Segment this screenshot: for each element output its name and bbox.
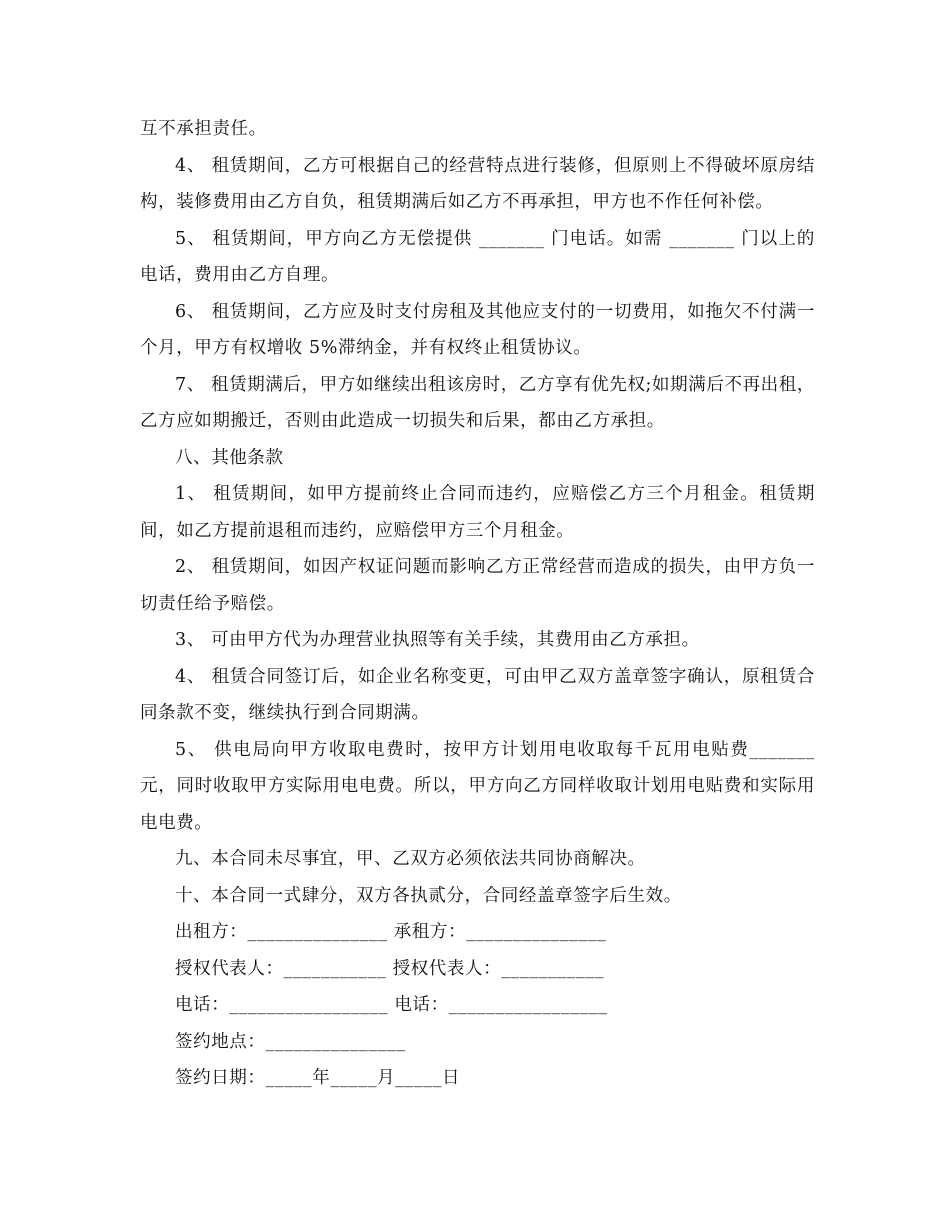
clause-8-4-name-change: 4、 租赁合同签订后，如企业名称变更，可由甲乙双方盖章签字确认，原租赁合同条款不变，继续执行到合同期满。 xyxy=(140,666,815,723)
signature-lessor-lessee: 出租方：_______________ 承租方：_______________ xyxy=(175,922,607,942)
signature-date: 签约日期：_____年_____月_____日 xyxy=(175,1068,461,1088)
section-heading-10: 十、本合同一式肆分，双方各执贰分，合同经盖章签字后生效。 xyxy=(175,885,682,906)
clause-8-1-breach: 1、 租赁期间，如甲方提前终止合同而违约，应赔偿乙方三个月租金。租赁期间，如乙方提前退租而违约，应赔偿甲方三个月租金。 xyxy=(140,484,815,541)
clause-6-payment: 6、 租赁期间，乙方应及时支付房租及其他应支付的一切费用，如拖欠不付满一个月，甲方有权增收 5%滞纳金，并有权终止租赁协议。 xyxy=(140,301,815,358)
signature-location: 签约地点：_______________ xyxy=(175,1031,406,1052)
clause-7-expiry: 7、 租赁期满后，甲方如继续出租该房时，乙方享有优先权;如期满后不再出租，乙方应如期搬迁，否则由此造成一切损失和后果，都由乙方承担。 xyxy=(140,374,815,431)
document-body xyxy=(140,111,815,1097)
clause-8-3-license: 3、 可由甲方代为办理营业执照等有关手续，其费用由乙方承担。 xyxy=(175,630,700,650)
section-heading-9: 九、本合同未尽事宜，甲、乙双方必须依法共同协商解决。 xyxy=(175,849,646,869)
signature-phones: 电话：_________________ 电话：_________________ xyxy=(175,995,608,1015)
clause-5-telephone: 5、 租赁期间，甲方向乙方无偿提供 _______ 门电话。如需 _______ 门以上的电话，费用由乙方自理。 xyxy=(140,228,815,285)
clause-8-2-property-cert: 2、 租赁期间，如因产权证问题而影响乙方正常经营而造成的损失，由甲方负一切责任给予赔偿。 xyxy=(140,557,815,614)
signature-representatives: 授权代表人：___________ 授权代表人：___________ xyxy=(175,958,605,979)
clause-4-renovation: 4、 租赁期间，乙方可根据自己的经营特点进行装修，但原则上不得破坏原房结构，装修费用由乙方自负，租赁期满后如乙方不再承担，甲方也不作任何补偿。 xyxy=(140,155,815,212)
clause-8-5-electricity: 5、 供电局向甲方收取电费时，按甲方计划用电收取每千瓦用电贴费_______元，同时收取甲方实际用电电费。所以，甲方向乙方同样收取计划用电贴费和实际用电电费。 xyxy=(140,739,815,833)
section-heading-8: 八、其他条款 xyxy=(175,447,284,468)
paragraph-continuation: 互不承担责任。 xyxy=(140,119,267,139)
